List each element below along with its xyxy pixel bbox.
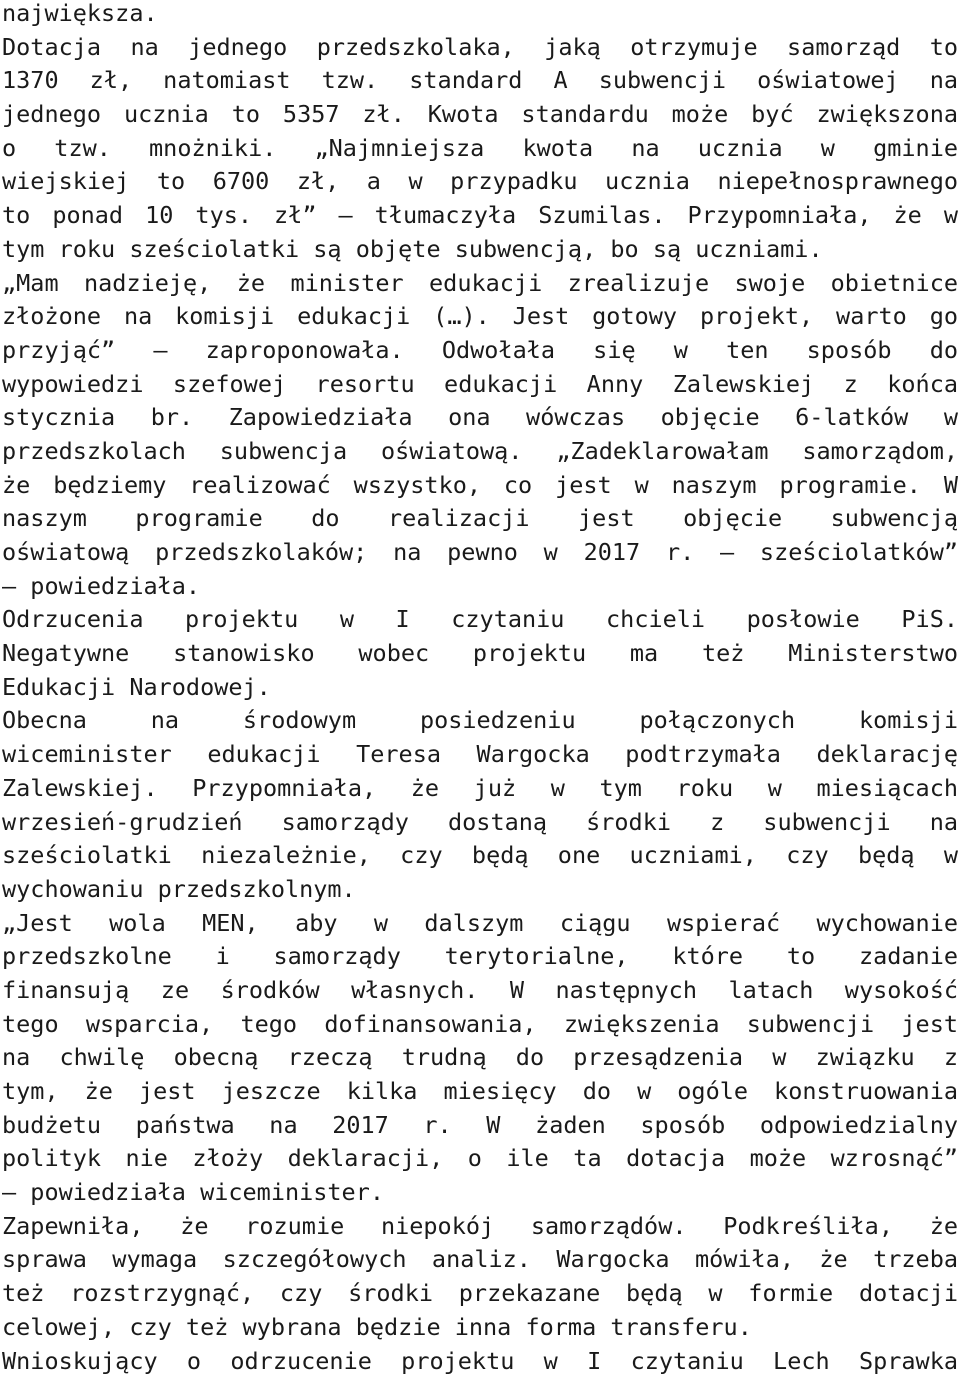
text-line: wiejskiej to 6700 zł, a w przypadku ucznia niepełnosprawnego <box>2 165 958 199</box>
text-line: Odrzucenia projektu w I czytaniu chcieli posłowie PiS. <box>2 603 958 637</box>
text-line: tym roku sześciolatki są objęte subwencją, bo są uczniami. <box>2 233 958 267</box>
text-line: że będziemy realizować wszystko, co jest w naszym programie. W <box>2 469 958 503</box>
text-line: na chwilę obecną rzeczą trudną do przesądzenia w związku z <box>2 1041 958 1075</box>
text-line: też rozstrzygnąć, czy środki przekazane będą w formie dotacji <box>2 1277 958 1311</box>
text-line: przedszkolach subwencja oświatową. „Zadeklarowałam samorządom, <box>2 435 958 469</box>
text-line: największa. <box>2 0 958 31</box>
text-line: jednego ucznia to 5357 zł. Kwota standardu może być zwiększona <box>2 98 958 132</box>
text-line: – powiedziała wiceminister. <box>2 1176 958 1210</box>
text-line: finansują ze środków własnych. W następnych latach wysokość <box>2 974 958 1008</box>
text-line: sprawa wymaga szczegółowych analiz. Wargocka mówiła, że trzeba <box>2 1243 958 1277</box>
text-line: oświatową przedszkolaków; na pewno w 2017 r. – sześciolatków” <box>2 536 958 570</box>
text-line: – powiedziała. <box>2 570 958 604</box>
text-line: przyjąć” – zaproponowała. Odwołała się w ten sposób do <box>2 334 958 368</box>
text-line: Zapewniła, że rozumie niepokój samorządów. Podkreśliła, że <box>2 1210 958 1244</box>
document-body <box>2 0 958 1378</box>
text-line: Obecna na środowym posiedzeniu połączonych komisji <box>2 704 958 738</box>
text-line: wiceminister edukacji Teresa Wargocka podtrzymała deklarację <box>2 738 958 772</box>
text-line: przedszkolne i samorządy terytorialne, które to zadanie <box>2 940 958 974</box>
text-line: tym, że jest jeszcze kilka miesięcy do w ogóle konstruowania <box>2 1075 958 1109</box>
text-line: Dotacja na jednego przedszkolaka, jaką otrzymuje samorząd to <box>2 31 958 65</box>
text-line: to ponad 10 tys. zł” – tłumaczyła Szumilas. Przypomniała, że w <box>2 199 958 233</box>
text-line: tego wsparcia, tego dofinansowania, zwiększenia subwencji jest <box>2 1008 958 1042</box>
text-line: Negatywne stanowisko wobec projektu ma też Ministerstwo <box>2 637 958 671</box>
text-line: „Jest wola MEN, aby w dalszym ciągu wspierać wychowanie <box>2 907 958 941</box>
text-line: złożone na komisji edukacji (…). Jest gotowy projekt, warto go <box>2 300 958 334</box>
text-line: polityk nie złoży deklaracji, o ile ta dotacja może wzrosnąć” <box>2 1142 958 1176</box>
text-line: wypowiedzi szefowej resortu edukacji Anny Zalewskiej z końca <box>2 368 958 402</box>
text-line: budżetu państwa na 2017 r. W żaden sposób odpowiedzialny <box>2 1109 958 1143</box>
text-line: wrzesień-grudzień samorządy dostaną środki z subwencji na <box>2 806 958 840</box>
text-line: Edukacji Narodowej. <box>2 671 958 705</box>
text-line: wychowaniu przedszkolnym. <box>2 873 958 907</box>
text-line: sześciolatki niezależnie, czy będą one uczniami, czy będą w <box>2 839 958 873</box>
text-line: celowej, czy też wybrana będzie inna forma transferu. <box>2 1311 958 1345</box>
text-line: 1370 zł, natomiast tzw. standard A subwencji oświatowej na <box>2 64 958 98</box>
text-line: „Mam nadzieję, że minister edukacji zrealizuje swoje obietnice <box>2 267 958 301</box>
text-line: Wnioskujący o odrzucenie projektu w I czytaniu Lech Sprawka <box>2 1345 958 1378</box>
text-line: o tzw. mnożniki. „Najmniejsza kwota na ucznia w gminie <box>2 132 958 166</box>
text-line: naszym programie do realizacji jest objęcie subwencją <box>2 502 958 536</box>
text-line: stycznia br. Zapowiedziała ona wówczas objęcie 6-latków w <box>2 401 958 435</box>
text-line: Zalewskiej. Przypomniała, że już w tym roku w miesiącach <box>2 772 958 806</box>
